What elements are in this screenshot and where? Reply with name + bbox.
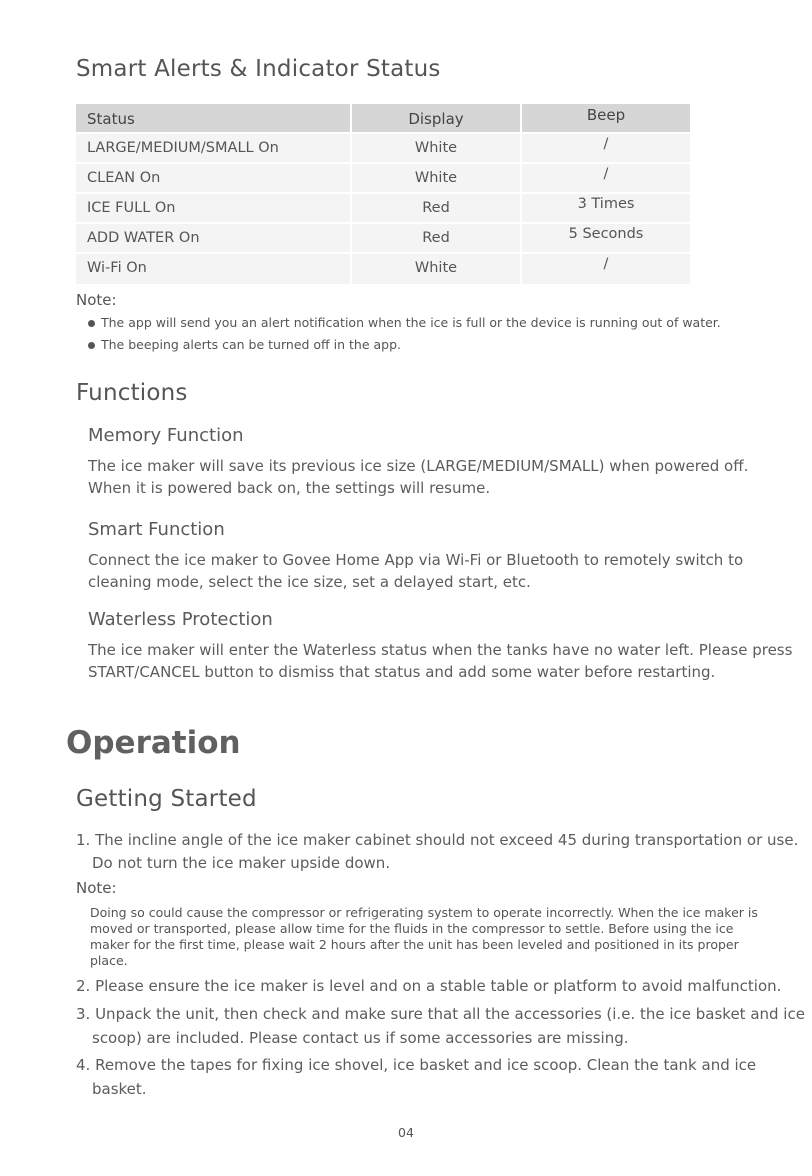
step-1-line: Do not turn the ice maker upside down. — [92, 854, 391, 872]
operation-note-line: Doing so could cause the compressor or refrigerating system to operate incorrectly. When the ice maker is — [90, 905, 758, 920]
smart-function-title: Smart Function — [88, 519, 225, 540]
alerts-note-label: Note: — [76, 291, 117, 309]
page-number: 04 — [398, 1125, 414, 1140]
table-cell-beep: / — [522, 254, 690, 284]
operation-note-line: maker for the first time, please wait 2 hours after the unit has been leveled and positioned in its proper — [90, 937, 739, 952]
operation-note-line: moved or transported, please allow time for the fluids in the compressor to settle. Before using the ice — [90, 921, 734, 936]
operation-title: Operation — [66, 725, 241, 761]
waterless-protection-title: Waterless Protection — [88, 609, 273, 630]
step-4-line: basket. — [92, 1080, 147, 1098]
memory-function-line: When it is powered back on, the settings will resume. — [88, 479, 491, 497]
table-cell-beep: / — [522, 164, 690, 192]
smart-function-line: cleaning mode, select the ice size, set a delayed start, etc. — [88, 573, 531, 591]
getting-started-title: Getting Started — [76, 786, 257, 812]
header-beep: Beep — [522, 104, 690, 132]
table-cell-status: LARGE/MEDIUM/SMALL On — [76, 134, 350, 162]
table-cell-status: Wi-Fi On — [76, 254, 350, 284]
functions-title: Functions — [76, 380, 188, 406]
waterless-protection-line: The ice maker will enter the Waterless status when the tanks have no water left. Please press — [88, 641, 793, 659]
step-3-line: 3. Unpack the unit, then check and make sure that all the accessories (i.e. the ice basket and ice — [76, 1005, 805, 1023]
waterless-protection-line: START/CANCEL button to dismiss that status and add some water before restarting. — [88, 663, 716, 681]
header-status: Status — [76, 104, 350, 132]
step-3-line: scoop) are included. Please contact us if some accessories are missing. — [92, 1029, 629, 1047]
step-1-line: 1. The incline angle of the ice maker cabinet should not exceed 45 during transportation or use. — [76, 831, 799, 849]
bullet-icon — [88, 342, 95, 349]
note-item — [88, 337, 401, 353]
table-cell-beep: 5 Seconds — [522, 224, 690, 252]
note-item — [88, 315, 721, 331]
note-text: The beeping alerts can be turned off in the app. — [101, 337, 402, 352]
table-cell-status: CLEAN On — [76, 164, 350, 192]
table-cell-display: White — [352, 254, 520, 284]
table-cell-display: Red — [352, 194, 520, 222]
operation-note-label: Note: — [76, 879, 117, 897]
table-cell-beep: / — [522, 134, 690, 162]
alerts-title: Smart Alerts & Indicator Status — [76, 56, 441, 82]
operation-note-line: place. — [90, 953, 128, 968]
table-cell-display: Red — [352, 224, 520, 252]
bullet-icon — [88, 320, 95, 327]
smart-function-line: Connect the ice maker to Govee Home App via Wi-Fi or Bluetooth to remotely switch to — [88, 551, 744, 569]
table-cell-display: White — [352, 164, 520, 192]
step-2-line: 2. Please ensure the ice maker is level and on a stable table or platform to avoid malfunction. — [76, 977, 782, 995]
step-4-line: 4. Remove the tapes for fixing ice shovel, ice basket and ice scoop. Clean the tank and ice — [76, 1056, 757, 1074]
note-text: The app will send you an alert notification when the ice is full or the device is running out of water. — [101, 315, 721, 330]
header-display: Display — [352, 104, 520, 132]
table-cell-beep: 3 Times — [522, 194, 690, 222]
table-cell-display: White — [352, 134, 520, 162]
memory-function-title: Memory Function — [88, 425, 244, 446]
table-cell-status: ADD WATER On — [76, 224, 350, 252]
table-cell-status: ICE FULL On — [76, 194, 350, 222]
memory-function-line: The ice maker will save its previous ice size (LARGE/MEDIUM/SMALL) when powered off. — [88, 457, 749, 475]
